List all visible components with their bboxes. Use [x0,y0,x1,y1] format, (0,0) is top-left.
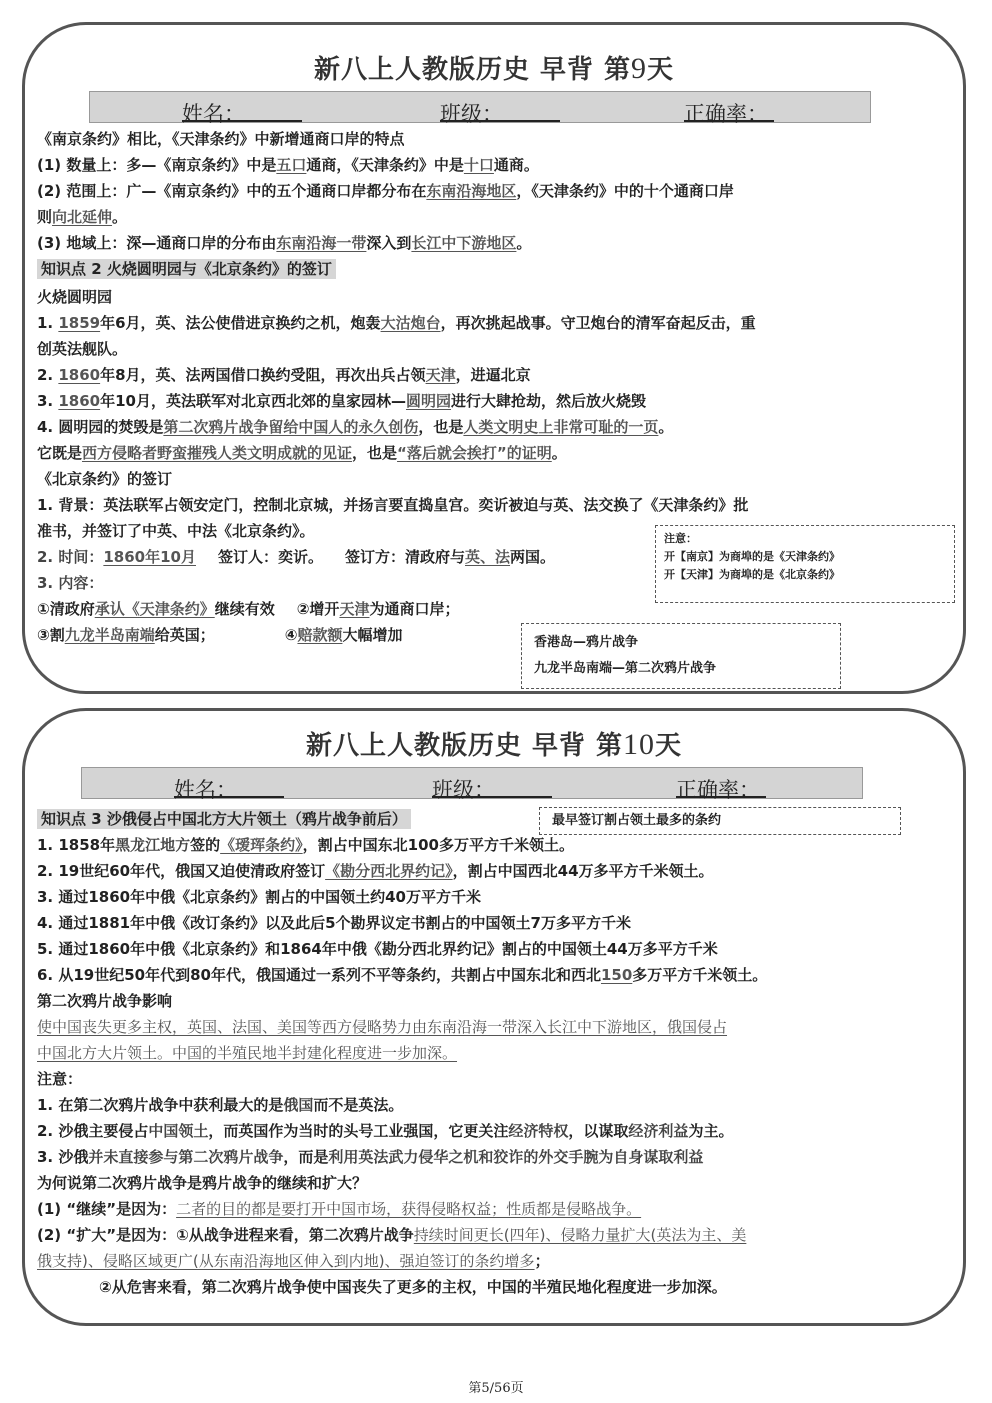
text-line: 1. 1859年6月，英、法公使借进京换约之机，炮轰大沽炮台，再次挑起战事。守卫炮台的清军奋起反击，重 [37,314,756,332]
text-line: 《南京条约》相比，《天津条约》中新增通商口岸的特点 [37,130,405,148]
text-line: 1. 背景：英法联军占领安定门，控制北京城，并扬言要直捣皇宫。奕䜣被迫与英、法交换了《天津条约》批 [37,496,749,514]
rate-label: 正确率： [676,778,760,802]
text-line: (1) “继续”是因为：二者的目的都是要打开中国市场，获得侵略权益；性质都是侵略战争。 [37,1200,642,1218]
text-line: 3. 沙俄并未直接参与第二次鸦片战争，而是利用英法武力侵华之机和狡诈的外交手腕为自身谋取利益 [37,1148,704,1166]
text-line: 3. 内容： [37,574,104,592]
text-line: (2) 范围上：广—《南京条约》中的五个通商口岸都分布在东南沿海地区，《天津条约》中的十个通商口岸 [37,182,734,200]
title-text: 新八上人教版历史 早背 第 [305,731,624,761]
text-line: 则向北延伸。 [37,208,128,226]
text-line: 1. 1858年黑龙江地方签的《瑷珲条约》，割占中国东北100多万平方千米领土。 [37,836,574,854]
section-heading: 知识点 2 火烧圆明园与《北京条约》的签订 [37,259,953,279]
section-heading: 知识点 3 沙俄侵占中国北方大片领土（鸦片战争前后） [37,809,953,829]
attention-note: 注意： 开【南京】为商埠的是《天津条约》 开【天津】为商埠的是《北京条约》 [655,525,955,603]
name-bar [89,91,871,126]
day10-title [25,725,963,762]
text-line: ③割九龙半岛南端给英国； ④赔款额大幅增加 [37,626,403,644]
text-line: 2. 沙俄主要侵占中国领土，而英国作为当时的头号工业强国，它更关注经济特权，以谋取经济利益为主。 [37,1122,734,1140]
title-end: 天 [647,55,675,85]
rate-field[interactable] [676,774,766,798]
day10-card [22,708,966,1326]
text-line: 2. 19世纪60年代，俄国又迫使清政府签订《勘分西北界约记》，割占中国西北44万多平方千米领土。 [37,862,714,880]
name-field[interactable] [174,774,284,798]
day-number: 9 [631,52,648,85]
text-line: (1) 数量上：多—《南京条约》中是五口通商，《天津条约》中是十口通商。 [37,156,539,174]
subheading: 注意： [37,1070,83,1088]
day9-title [25,49,963,86]
text-line: 5. 通过1860年中俄《北京条约》和1864年中俄《勘分西北界约记》割占的中国领土44万多平方千米 [37,940,718,958]
text-line: 1. 在第二次鸦片战争中获利最大的是俄国而不是英法。 [37,1096,404,1114]
text-line: ①清政府承认《天津条约》继续有效 ②增开天津为通商口岸； [37,600,460,618]
text-line: 3. 1860年10月，英法联军对北京西北郊的皇家园林—圆明园进行大肆抢劫，然后放火烧毁 [37,392,647,410]
subheading: 火烧圆明园 [37,288,113,306]
class-label: 班级： [432,778,495,802]
text-line: 4. 圆明园的焚毁是第二次鸦片战争留给中国人的永久创伤，也是人类文明史上非常可耻的一页。 [37,418,674,436]
text-line: 6. 从19世纪50年代到80年代，俄国通过一系列不平等条约，共割占中国东北和西北150多万平方千米领土。 [37,966,768,984]
name-label: 姓名： [174,778,237,802]
text-line: 中国北方大片领土。中国的半殖民地半封建化程度进一步加深。 [37,1044,458,1062]
day-number: 10 [623,728,656,761]
text-line: 4. 通过1881年中俄《改订条约》以及此后5个勘界议定书割占的中国领土7万多平方千米 [37,914,631,932]
class-field[interactable] [440,98,560,122]
text-line: 3. 通过1860年中俄《北京条约》割占的中国领土约40万平方千米 [37,888,481,906]
rate-field[interactable] [684,98,774,122]
title-text: 新八上人教版历史 早背 第 [313,55,632,85]
text-line: 使中国丧失更多主权，英国、法国、美国等西方侵略势力由东南沿海一带深入长江中下游地区，俄国侵占 [37,1018,728,1036]
name-bar [81,767,863,802]
subheading: 《北京条约》的签订 [37,470,173,488]
earliest-treaty-note: 最早签订割占领土最多的条约 [539,807,901,835]
text-line: 它既是西方侵略者野蛮摧残人类文明成就的见证，也是“落后就会挨打”的证明。 [37,444,567,462]
text-line: 俄支持)、侵略区域更广(从东南沿海地区伸入到内地)、强迫签订的条约增多； [37,1252,550,1270]
text-line: (2) “扩大”是因为：①从战争进程来看，第二次鸦片战争持续时间更长(四年)、侵略力量扩大(英法为主、美 [37,1226,747,1244]
rate-label: 正确率： [684,102,768,126]
subheading: 第二次鸦片战争影响 [37,992,173,1010]
text-line: 创英法舰队。 [37,340,128,358]
class-label: 班级： [440,102,503,126]
text-line: (3) 地域上：深—通商口岸的分布由东南沿海一带深入到长江中下游地区。 [37,234,532,252]
text-line: ②从危害来看，第二次鸦片战争使中国丧失了更多的主权，中国的半殖民地化程度进一步加深。 [99,1278,727,1296]
name-label: 姓名： [182,102,245,126]
title-end: 天 [655,731,683,761]
text-line: 准书，并签订了中英、中法《北京条约》。 [37,522,315,540]
name-field[interactable] [182,98,302,122]
text-line: 2. 时间：1860年10月 签订人：奕䜣。 签订方：清政府与英、法两国。 [37,548,556,566]
class-field[interactable] [432,774,552,798]
hongkong-note: 香港岛—鸦片战争 九龙半岛南端—第二次鸦片战争 [521,623,841,689]
subheading: 为何说第二次鸦片战争是鸦片战争的继续和扩大？ [37,1174,368,1192]
text-line: 2. 1860年8月，英、法两国借口换约受阻，再次出兵占领天津，进逼北京 [37,366,531,384]
page-number: 第5/56页 [468,1381,524,1396]
day9-card [22,22,966,694]
